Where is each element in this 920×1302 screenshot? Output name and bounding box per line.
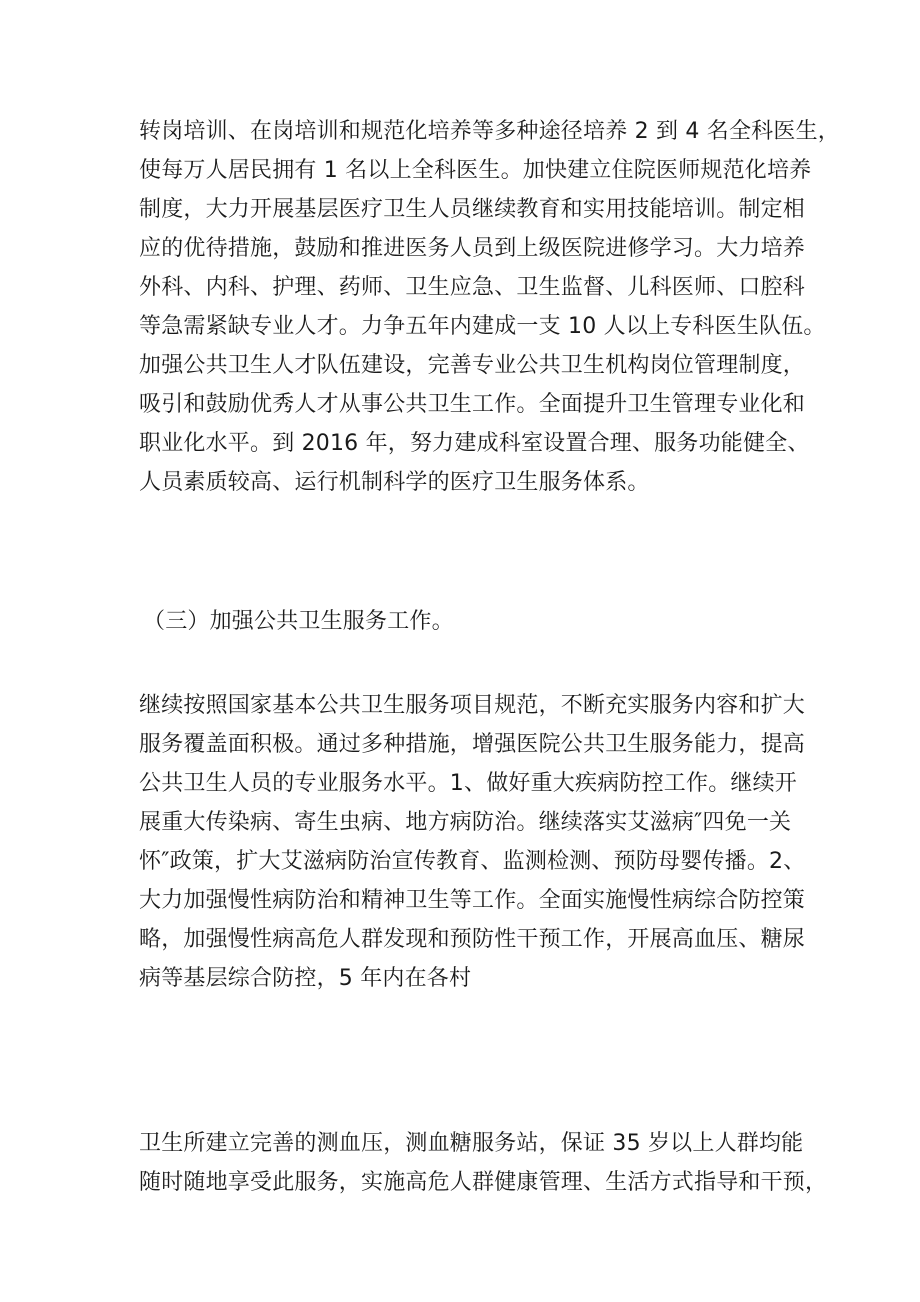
text-line: 服务覆盖面积极。通过多种措施，增强医院公共卫生服务能力，提高	[139, 732, 806, 757]
section-heading	[143, 602, 823, 641]
text-line: 转岗培训、在岗培训和规范化培养等多种途径培养 2 到 4 名全科医生，	[139, 119, 840, 144]
text-line: 吸引和鼓励优秀人才从事公共卫生工作。全面提升卫生管理专业化和	[139, 392, 806, 417]
text-line: 略，加强慢性病高危人群发现和预防性干预工作，开展高血压、糖尿	[139, 927, 806, 952]
section-heading-text: （三）加强公共卫生服务工作。	[143, 609, 454, 634]
text-line: 人员素质较高、运行机制科学的医疗卫生服务体系。	[139, 470, 650, 495]
text-line: 怀″政策，扩大艾滋病防治宣传教育、监测检测、预防母婴传播。2、	[139, 849, 806, 874]
text-line: 病等基层综合防控，5 年内在各村	[139, 966, 472, 991]
text-line: 外科、内科、护理、药师、卫生应急、卫生监督、儿科医师、口腔科	[139, 275, 806, 300]
text-line: 公共卫生人员的专业服务水平。1、做好重大疾病防控工作。继续开	[139, 771, 797, 796]
text-line: 展重大传染病、寄生虫病、地方病防治。继续落实艾滋病″四免一关	[139, 810, 792, 835]
text-line: 使每万人居民拥有 1 名以上全科医生。加快建立住院医师规范化培养	[139, 158, 812, 183]
text-line: 卫生所建立完善的测血压，测血糖服务站，保证 35 岁以上人群均能	[139, 1131, 804, 1156]
paragraph-health-stations	[139, 1124, 828, 1202]
text-line: 随时随地享受此服务，实施高危人群健康管理、生活方式指导和干预，	[139, 1170, 828, 1195]
text-line: 等急需紧缺专业人才。力争五年内建成一支 10 人以上专科医生队伍。	[139, 314, 826, 339]
text-line: 职业化水平。到 2016 年，努力建成科室设置合理、服务功能健全、	[139, 431, 810, 456]
text-line: 应的优待措施，鼓励和推进医务人员到上级医院进修学习。大力培养	[139, 236, 806, 261]
paragraph-training	[139, 112, 840, 502]
text-line: 制度，大力开展基层医疗卫生人员继续教育和实用技能培训。制定相	[139, 197, 806, 222]
text-line: 加强公共卫生人才队伍建设，完善专业公共卫生机构岗位管理制度，	[139, 353, 806, 378]
text-line: 大力加强慢性病防治和精神卫生等工作。全面实施慢性病综合防控策	[139, 888, 806, 913]
paragraph-public-health	[139, 686, 819, 998]
text-line: 继续按照国家基本公共卫生服务项目规范，不断充实服务内容和扩大	[139, 693, 806, 718]
